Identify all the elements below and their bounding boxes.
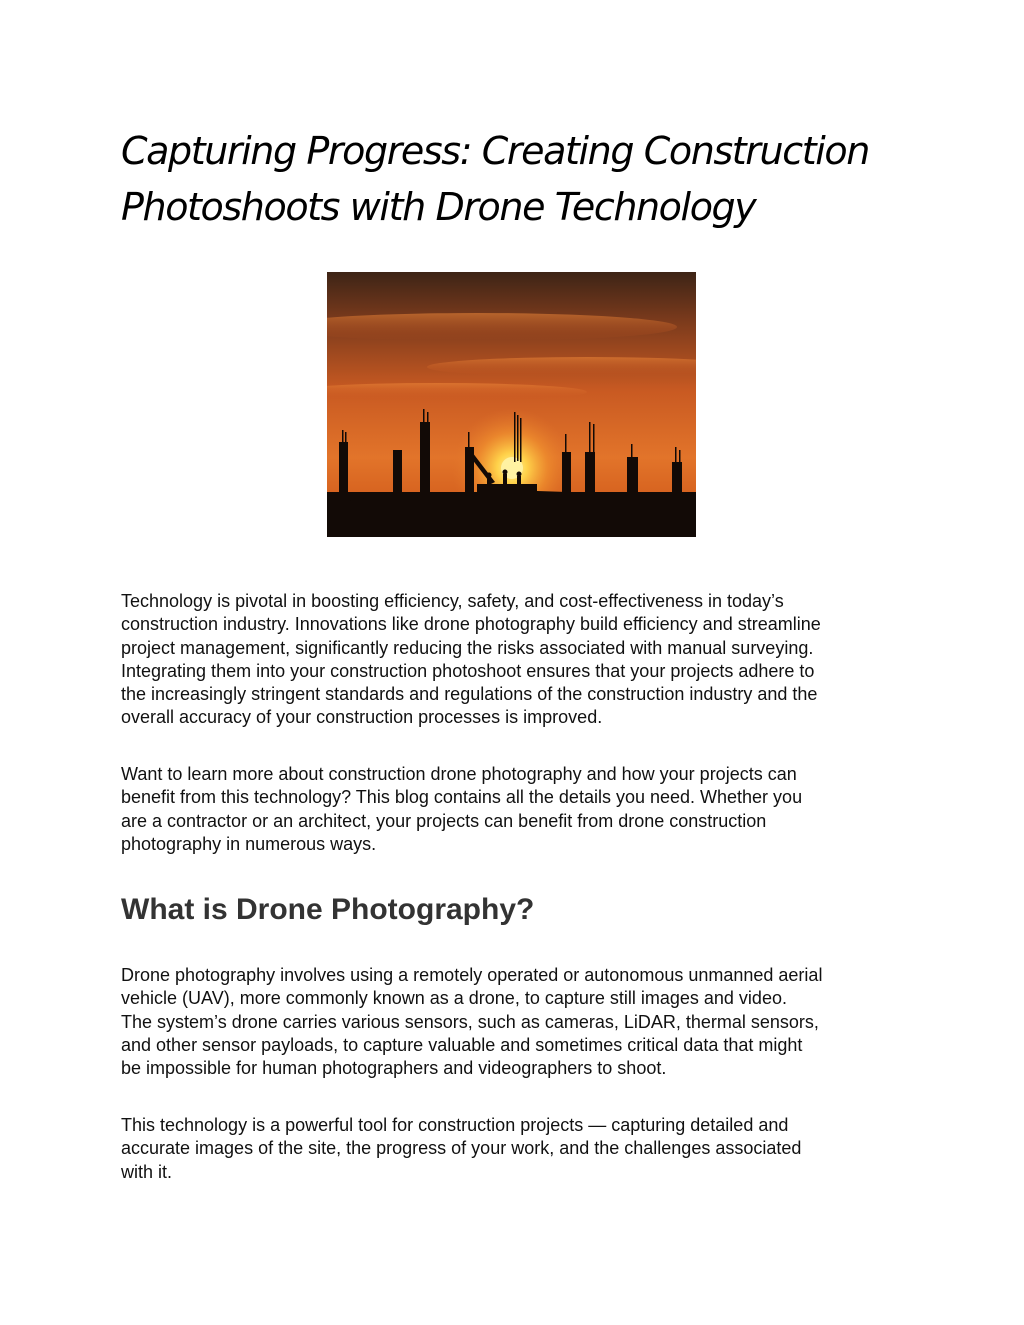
intro-paragraph [121,590,921,730]
paragraph-line: the increasingly stringent standards and regulations of the construction industry and the [121,684,818,705]
paragraph-line: photography in numerous ways. [121,833,377,854]
construction-silhouette-image [327,272,696,537]
paragraph-line: This technology is a powerful tool for construction projects — capturing detailed and [121,1115,789,1135]
paragraph-line: benefit from this technology? This blog contains all the details you need. Whether you [121,787,803,808]
paragraph-line: and other sensor payloads, to capture valuable and sometimes critical data that might [121,1034,803,1055]
construction-sunset-photo [327,272,696,537]
paragraph-line: The system’s drone carries various sensors, such as cameras, LiDAR, thermal sensors, [121,1011,819,1032]
tool-paragraph [121,1114,921,1184]
paragraph-line: Drone photography involves using a remotely operated or autonomous unmanned aerial [121,965,823,985]
paragraph-line: overall accuracy of your construction processes is improved. [121,707,603,728]
title-line-2: Photoshoots with Drone Technology [121,185,756,229]
paragraph-line: vehicle (UAV), more commonly known as a drone, to capture still images and video. [121,988,787,1009]
section-heading: What is Drone Photography? [121,893,535,926]
paragraph-line: Integrating them into your construction photoshoot ensures that your projects adhere to [121,660,815,681]
paragraph-line: accurate images of the site, the progress of your work, and the challenges associated [121,1138,802,1159]
paragraph-line: be impossible for human photographers and videographers to shoot. [121,1058,667,1079]
title-line-1: Capturing Progress: Creating Construction [121,129,869,173]
document-title [121,123,921,235]
paragraph-line: Want to learn more about construction drone photography and how your projects can [121,764,797,784]
paragraph-line: Technology is pivotal in boosting efficiency, safety, and cost-effectiveness in today’s [121,591,784,611]
paragraph-line: with it. [121,1161,173,1182]
paragraph-line: are a contractor or an architect, your projects can benefit from drone construction [121,810,767,831]
paragraph-line: construction industry. Innovations like drone photography build efficiency and streamline [121,614,821,635]
definition-paragraph [121,964,921,1080]
learn-more-paragraph [121,763,921,856]
paragraph-line: project management, significantly reducing the risks associated with manual surveying. [121,637,814,658]
